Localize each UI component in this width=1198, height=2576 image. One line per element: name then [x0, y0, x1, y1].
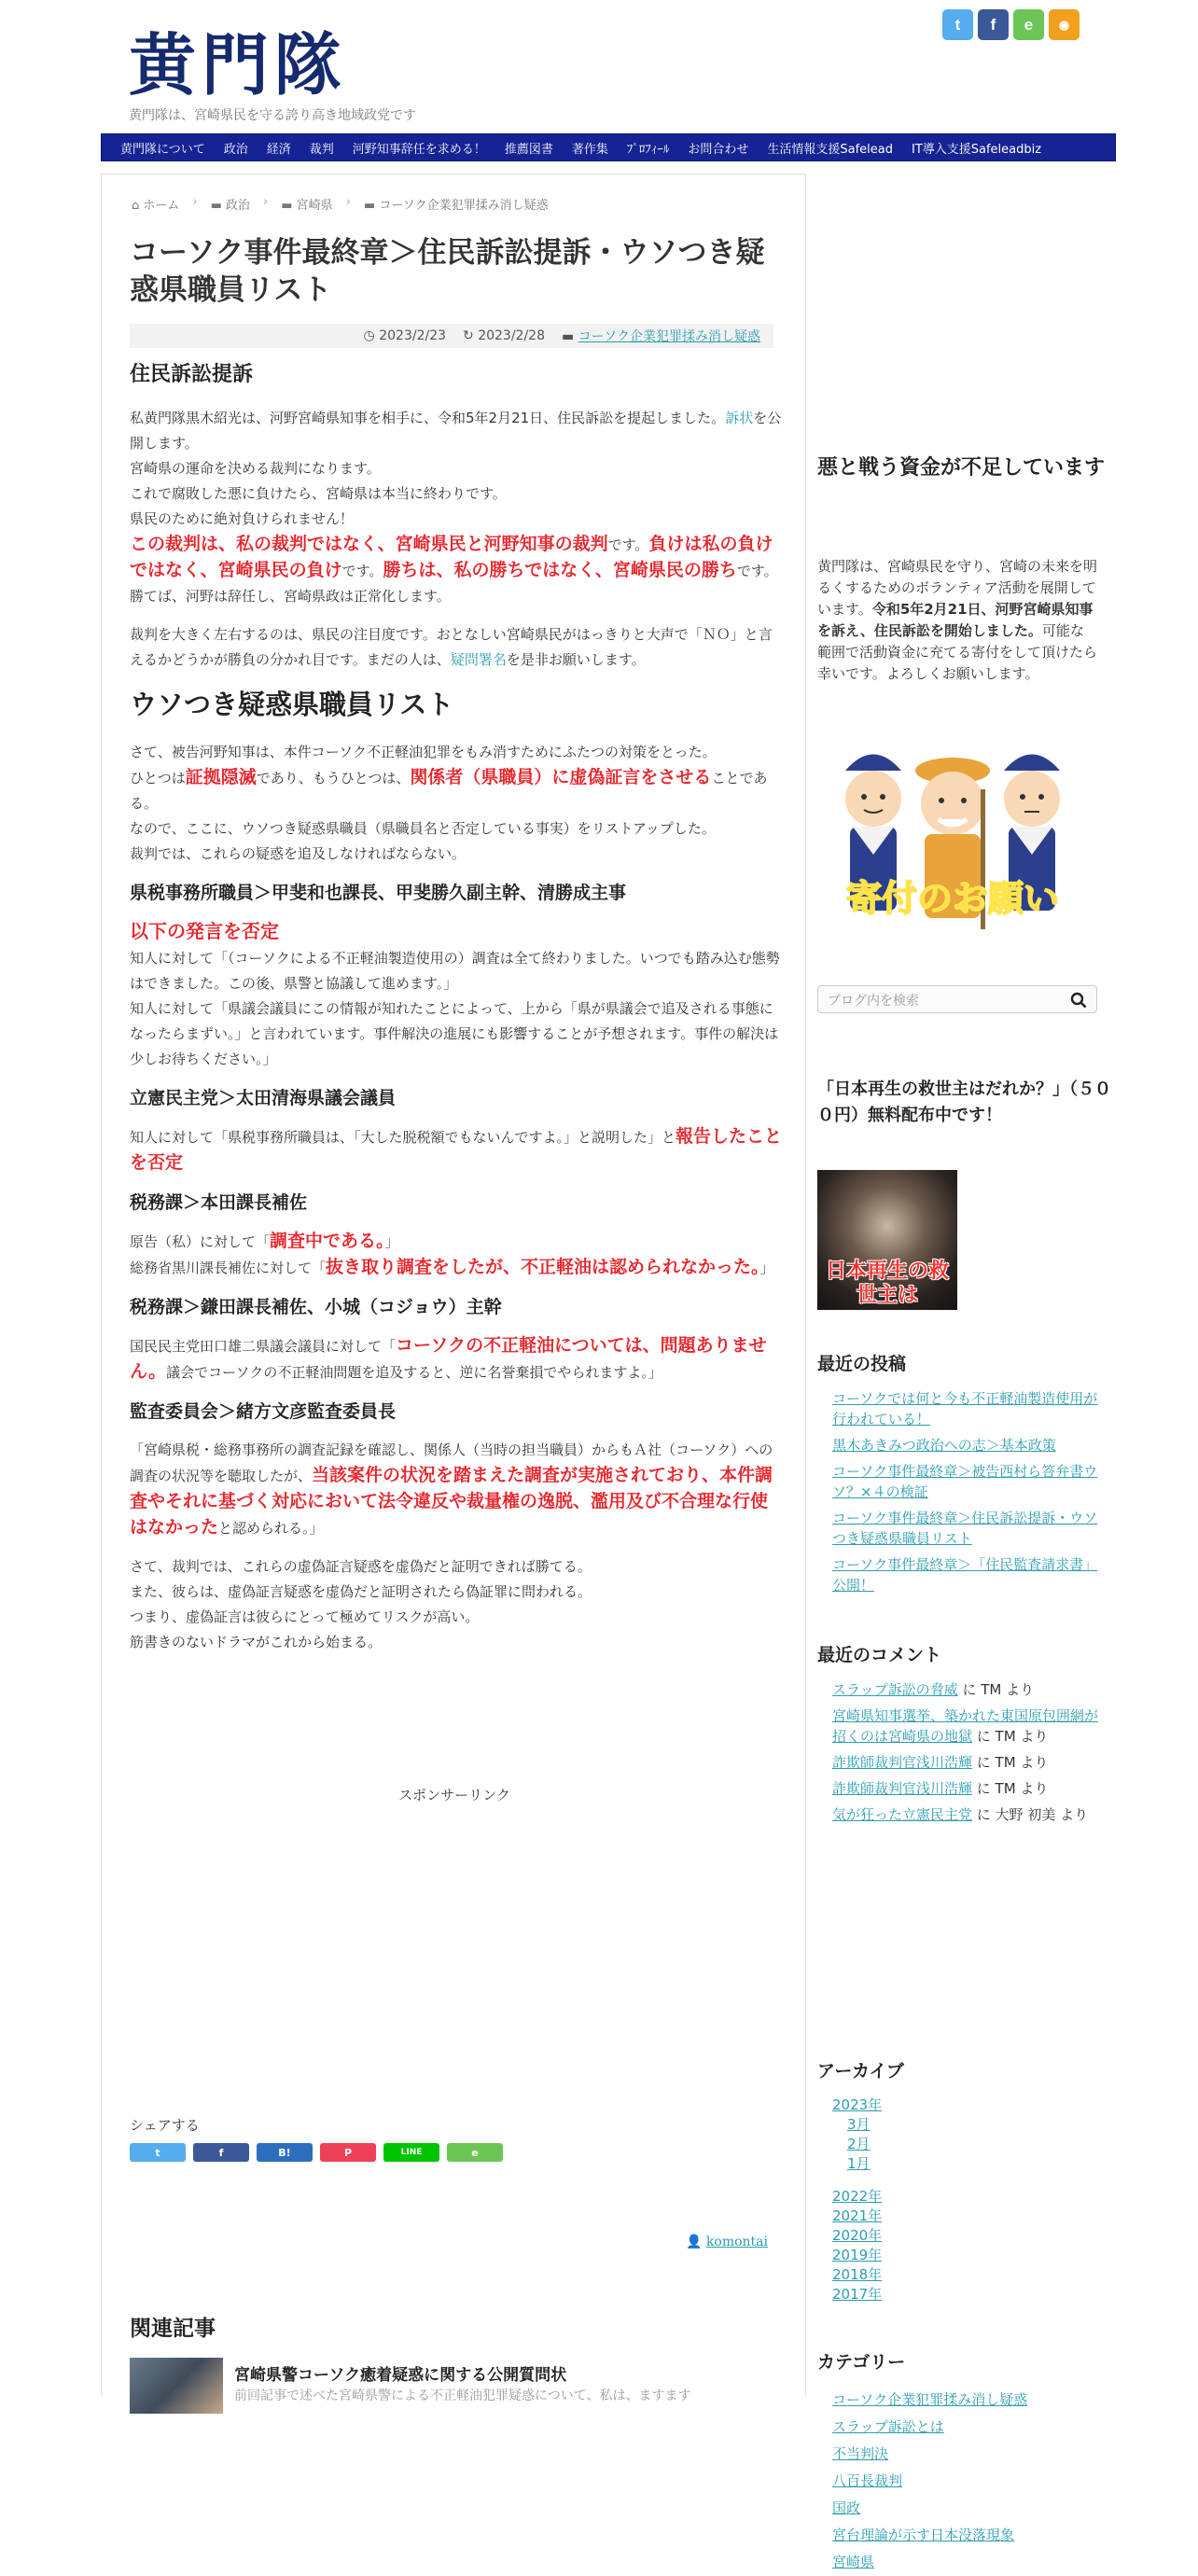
home-icon: ⌂ — [132, 199, 144, 213]
share-hatena-button[interactable]: B! — [257, 2143, 313, 2162]
related-item-snippet: 前回記事で述べた宮崎県警による不正軽油犯罪疑惑について、私は、ますます — [234, 2388, 691, 2403]
archive-month-link[interactable]: 3月 — [847, 2116, 871, 2133]
donate-banner[interactable] — [817, 733, 1088, 957]
share-buttons — [130, 2143, 503, 2162]
archive-year-link[interactable]: 2023年 — [832, 2096, 883, 2113]
heading-suit: 住民訴訟提訴 — [130, 363, 254, 386]
share-pocket-button[interactable]: P — [320, 2143, 376, 2162]
share-feedly-button[interactable]: e — [447, 2143, 503, 2162]
category-link[interactable]: 宮台理論が示す日本没落現象 — [832, 2527, 1015, 2543]
nav-item-governor[interactable]: 河野知事辞任を求める！ — [352, 142, 486, 157]
share-label: シェアする — [130, 2117, 200, 2134]
paragraph: さて、裁判では、これらの虚偽証言疑惑を虚偽だと証明できれば勝てる。 また、彼らは、虚偽証言疑惑を虚偽だと証明されたら偽証罪に問われる。 つまり、虚偽証言は彼らにとって極めてリスクが高い。 筋書きのないドラマがこれから始まる。 — [130, 1558, 592, 1650]
donate-label: 寄付のお願い — [845, 878, 1060, 919]
nav-item-politics[interactable]: 政治 — [223, 142, 248, 157]
paragraph: 以下の発言を否定 知人に対して「（コーソクによる不正軽油製造使用の）調査は全て終わりました。いつでも踏み込む態勢はできました。この後、県警と協議して進めます。」 知人に対して「県議会議員にこの情報が知れたことによって、上から「県が県議会で追及される事態になったらまずい。」と言われています。事件解決の進展にも影響することが予想されます。事件の解決は少しお待ちください。」 — [130, 920, 780, 1067]
search-icon[interactable] — [1070, 992, 1087, 1009]
site-logo[interactable]: 黄門隊 — [129, 25, 348, 104]
heading-kamata: 税務課＞鎌田課長補佐、小城（コジョウ）主幹 — [130, 1297, 502, 1317]
page-title: コーソク事件最終章＞住民訴訟提訴・ウソつき疑惑県職員リスト — [130, 236, 765, 307]
archive-year-link[interactable]: 2020年 — [832, 2227, 883, 2244]
post-updated: ↻ 2023/2/28 — [463, 328, 545, 343]
heading-ota: 立憲民主党＞太田清海県議会議員 — [130, 1088, 397, 1108]
list-item — [817, 1388, 1107, 1429]
paragraph: 「宮崎県税・総務事務所の調査記録を確認し、関係人（当時の担当職員）からもＡ社（コーソク）への調査の状況等を聴取したが、当該案件の状況を踏まえた調査が実施されており、本件調査やそれに基づく対応において法令違反や裁量権の逸脱、濫用及び不合理な行使はなかったと認められる。」 — [130, 1441, 773, 1538]
nav-item-about[interactable]: 黄門隊について — [120, 142, 205, 157]
recent-post-link[interactable]: コーソク事件最終章＞被告西村ら答弁書ウソ？×４の検証 — [832, 1463, 1098, 1500]
category-link[interactable]: 国政 — [832, 2499, 861, 2516]
petition-link[interactable]: 疑問署名 — [450, 651, 507, 668]
comment-link[interactable]: 気が狂った立憲民主党 — [832, 1806, 973, 1823]
paragraph: 原告（私）に対して「調査中である。」 総務省黒川課長補佐に対して「抜き取り調査をしたが、不正軽油は認められなかった。」 — [130, 1231, 774, 1277]
user-icon: 👤 — [686, 2235, 706, 2249]
list-item: スラップ訴訟の脅威 に TM より — [832, 1681, 1035, 1698]
rss-icon[interactable]: ◉ — [1049, 9, 1080, 40]
complaint-link[interactable]: 訴状 — [725, 410, 754, 426]
breadcrumb-home[interactable]: ⌂ ホーム — [132, 199, 180, 213]
nav-item-safelead[interactable]: 生活情報支援Safelead — [767, 142, 893, 157]
archive-month-link[interactable]: 1月 — [847, 2155, 871, 2172]
archive-year-link[interactable]: 2022年 — [832, 2188, 883, 2205]
comment-link[interactable]: スラップ訴訟の脅威 — [832, 1681, 958, 1698]
category-link[interactable]: コーソク企業犯罪揉み消し疑惑 — [832, 2391, 1028, 2408]
feedly-icon[interactable]: e — [1013, 9, 1044, 40]
social-icons — [942, 9, 1080, 40]
category-list — [832, 2387, 1027, 2576]
list-item: 宮崎県知事選挙、築かれた東国原包囲網が招くのは宮崎県の地獄 に TM より — [832, 1707, 1099, 1745]
nav-item-books[interactable]: 推薦図書 — [504, 142, 553, 157]
fund-text: 黄門隊は、宮崎県民を守り、宮崎の未来を明るくするためのボランティア活動を展開しています。令和5年2月21日、河野宮崎県知事を訴え、住民訴訟を開始しました。可能な範囲で活動資金に充てる寄付をして頂けたら幸いです。よろしくお願いします。 — [817, 558, 1098, 682]
breadcrumb-politics[interactable]: ▬ 政治 — [210, 199, 251, 213]
chevron-right-icon: › — [345, 195, 351, 209]
recent-comments-title: 最近のコメント — [817, 1645, 942, 1665]
post-date: ◷ 2023/2/23 — [363, 328, 447, 343]
paragraph: 知人に対して「県税事務所職員は、「大した脱税額でもないんですよ。」と説明した」と報告したことを否定 — [130, 1126, 783, 1173]
main-content — [101, 174, 806, 2403]
facebook-icon[interactable]: f — [978, 9, 1009, 40]
list-item — [817, 1554, 1107, 1595]
comment-link[interactable]: 宮崎県知事選挙、築かれた東国原包囲網が招くのは宮崎県の地獄 — [832, 1707, 1099, 1745]
heading-honda: 税務課＞本田課長補佐 — [130, 1192, 308, 1213]
author — [686, 2235, 768, 2249]
related-item[interactable] — [130, 2358, 783, 2414]
breadcrumb-miyazaki[interactable]: ▬ 宮崎県 — [281, 199, 333, 213]
list-item — [817, 1461, 1107, 1502]
nav-item-works[interactable]: 著作集 — [571, 142, 608, 157]
category-link[interactable]: 八百長裁判 — [832, 2472, 903, 2489]
list-item — [817, 1435, 1107, 1455]
list-item: 気が狂った立憲民主党 に 大野 初美 より — [832, 1806, 1089, 1823]
clock-icon: ◷ — [363, 328, 380, 343]
comment-link[interactable]: 詐欺師裁判官浅川浩輝 — [832, 1780, 973, 1797]
nav-item-trials[interactable]: 裁判 — [309, 142, 334, 157]
main-nav — [101, 133, 1116, 161]
post-category-link[interactable]: コーソク企業犯罪揉み消し疑惑 — [578, 329, 760, 344]
archive-month-link[interactable]: 2月 — [847, 2136, 871, 2152]
paragraph: 私黄門隊黒木紹光は、河野宮崎県知事を相手に、令和5年2月21日、住民訴訟を提起しました。訴状を公開します。 宮崎県の運命を決める裁判になります。 これで腐敗した悪に負けたら、宮崎県は本当に終わりです。 県民のために絶対負けられません！ この裁判は、私の裁判ではなく、宮崎県民と河野知事の裁判です。負けは私の負けではなく、宮崎県民の負けです。勝ちは、私の勝ちではなく、宮崎県民の勝ちです。勝てば、河野は辞任し、宮崎県政は正常化します。 — [130, 410, 782, 605]
archive-year-link[interactable]: 2019年 — [832, 2247, 883, 2263]
paragraph: 裁判を大きく左右するのは、県民の注目度です。おとなしい宮崎県民がはっきりと大声で「ＮＯ」と言えるかどうかが勝負の分かれ目です。まだの人は、疑問署名を是非お願いします。 — [130, 626, 773, 668]
recent-comments-list — [817, 1679, 1107, 1831]
list-item: 詐欺師裁判官浅川浩輝 に TM より — [832, 1754, 1049, 1771]
share-twitter-button[interactable]: t — [130, 2143, 186, 2162]
heading-list: ウソつき疑惑県職員リスト — [130, 689, 454, 720]
search-input[interactable] — [817, 985, 1097, 1013]
archive-year-link[interactable]: 2018年 — [832, 2266, 883, 2283]
recent-post-link[interactable]: コーソクでは何と今も不正軽油製造使用が行われている！ — [832, 1390, 1098, 1427]
breadcrumb-category[interactable]: ▬ コーソク企業犯罪揉み消し疑惑 — [363, 199, 549, 213]
chevron-right-icon: › — [263, 195, 269, 209]
heading-tax-office: 県税事務所職員＞甲斐和也課長、甲斐勝久副主幹、清勝成主事 — [130, 883, 627, 903]
archive-title: アーカイブ — [817, 2061, 904, 2082]
nav-item-contact[interactable]: お問合わせ — [688, 142, 749, 157]
nav-item-profile[interactable]: ﾌﾟﾛﾌｨｰﾙ — [626, 142, 670, 157]
chevron-right-icon: › — [192, 195, 198, 209]
author-link[interactable]: komontai — [705, 2235, 768, 2249]
archive-list — [832, 2096, 882, 2304]
list-item — [817, 1508, 1107, 1549]
category-title: カテゴリー — [817, 2352, 906, 2373]
list-item: 詐欺師裁判官浅川浩輝 に TM より — [832, 1780, 1049, 1797]
nav-item-safeleadbiz[interactable]: IT導入支援Safeleadbiz — [911, 142, 1042, 157]
related-thumbnail[interactable] — [130, 2358, 223, 2414]
recent-posts-title: 最近の投稿 — [817, 1354, 907, 1374]
folder-icon: ▬ — [363, 199, 380, 213]
archive-year-link[interactable]: 2017年 — [832, 2286, 883, 2303]
folder-icon: ▬ — [210, 199, 227, 213]
share-facebook-button[interactable]: f — [193, 2143, 249, 2162]
book-cover[interactable] — [817, 1170, 957, 1310]
category-link[interactable]: スラップ訴訟とは — [832, 2418, 944, 2435]
twitter-icon[interactable]: t — [942, 9, 973, 40]
recent-post-link[interactable]: コーソク事件最終章＞住民訴訟提訴・ウソつき疑惑県職員リスト — [832, 1510, 1098, 1547]
related-item-title[interactable]: 宮崎県警コーソク癒着疑惑に関する公開質問状 — [234, 2366, 567, 2385]
nav-item-economy[interactable]: 経済 — [266, 142, 291, 157]
archive-year-link[interactable]: 2021年 — [832, 2207, 883, 2224]
category-link[interactable]: 不当判決 — [832, 2445, 889, 2462]
post-meta — [130, 324, 773, 348]
site-header — [0, 0, 1198, 131]
recent-post-link[interactable]: コーソク事件最終章＞「住民監査請求書」公開！ — [832, 1556, 1098, 1594]
paragraph: さて、被告河野知事は、本件コーソク不正軽油犯罪をもみ消すためにふたつの対策をとった。 ひとつは証拠隠滅であり、もうひとつは、関係者（県職員）に虚偽証言をさせることである。 なので、ここに、ウソつき疑惑県職員（県職員名と否定している事実）をリストアップした。 裁判では、これらの疑惑を追及しなければならない。 — [130, 744, 768, 862]
fund-title: 悪と戦う資金が不足しています — [817, 456, 1106, 480]
paragraph: 国民民主党田口雄二県議会議員に対して「コーソクの不正軽油については、問題ありません。議会でコーソクの不正軽油問題を追及すると、逆に名誉棄損でやられますよ。」 — [130, 1335, 767, 1382]
folder-icon: ▬ — [281, 199, 297, 213]
post-category — [562, 327, 760, 345]
recent-post-link[interactable]: 黒木あきみつ政治への志＞基本政策 — [832, 1437, 1056, 1454]
category-link[interactable]: 宮崎県 — [832, 2554, 875, 2570]
book-title: 「日本再生の救世主はだれか？」（５００円）無料配布中です！ — [817, 1079, 1111, 1125]
recent-posts-list — [817, 1388, 1107, 1601]
folder-icon: ▬ — [562, 329, 578, 344]
refresh-icon: ↻ — [463, 328, 479, 343]
search-placeholder: ブログ内を検索 — [828, 994, 919, 1009]
share-line-button[interactable]: LINE — [383, 2143, 439, 2162]
sponsor-label: スポンサーリンク — [398, 1787, 510, 1803]
related-title: 関連記事 — [130, 2317, 216, 2341]
comment-link[interactable]: 詐欺師裁判官浅川浩輝 — [832, 1754, 973, 1771]
article-body — [130, 361, 783, 1668]
heading-audit: 監査委員会＞緒方文彦監査委員長 — [130, 1401, 397, 1422]
breadcrumb — [132, 195, 549, 213]
site-tagline: 黄門隊は、宮崎県民を守る誇り高き地域政党です — [129, 108, 416, 123]
book-cover-text: 日本再生の救世主は — [825, 1260, 949, 1307]
